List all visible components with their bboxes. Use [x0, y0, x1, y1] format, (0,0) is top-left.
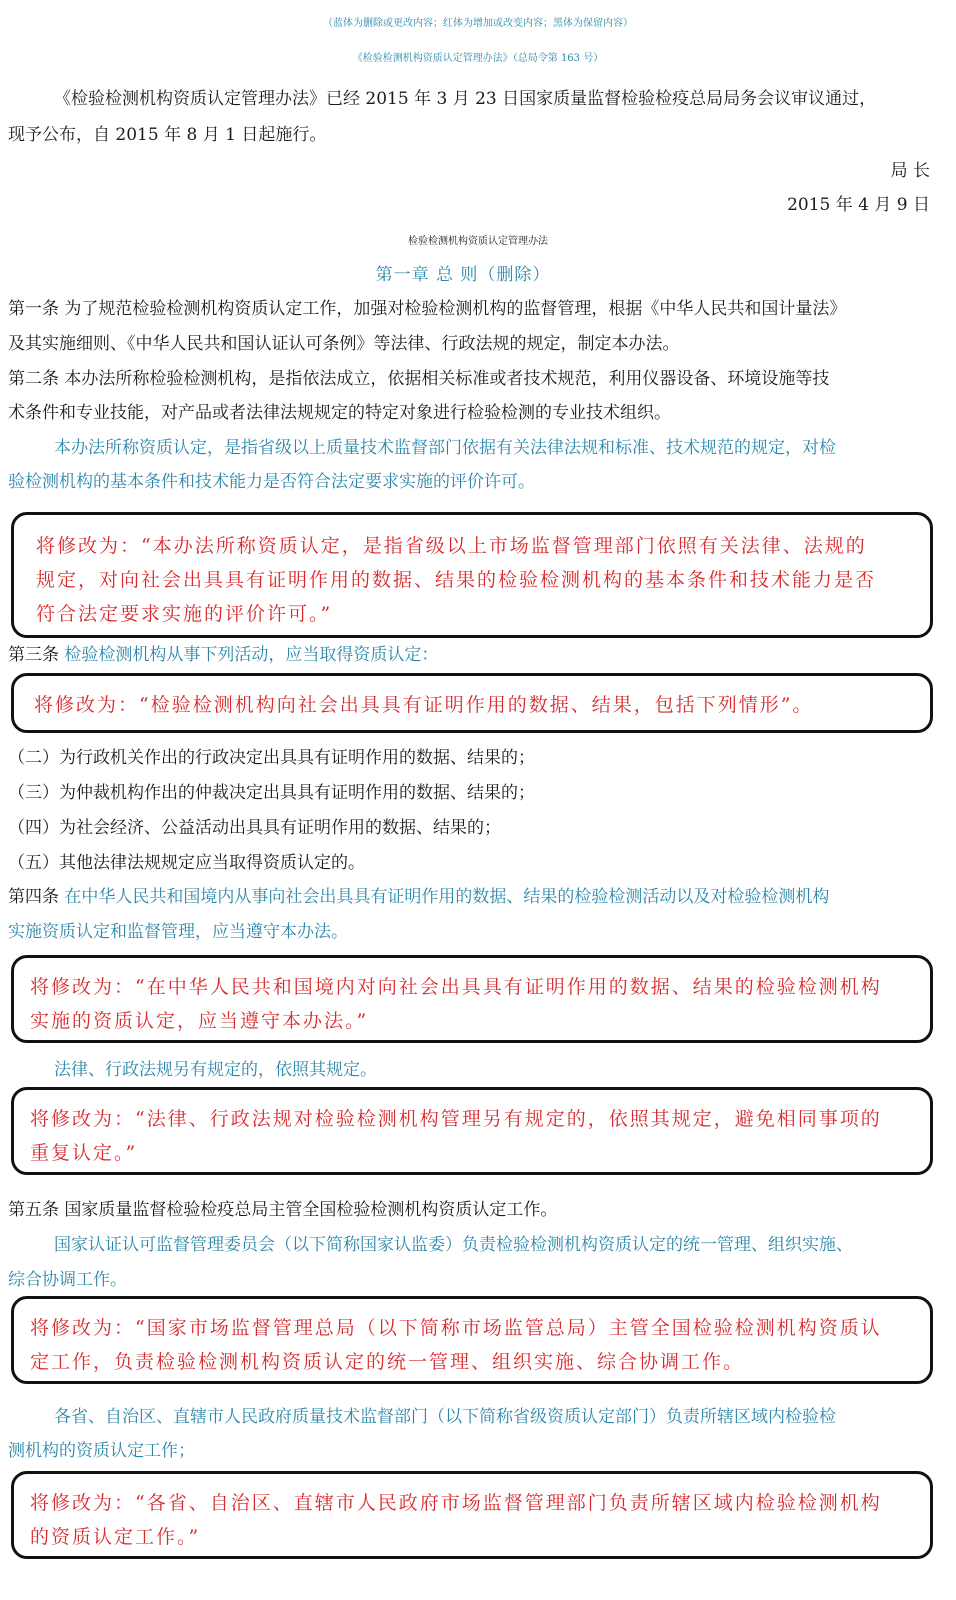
article-5-deleted-2: 综合协调工作。 [8, 1270, 127, 1290]
article-1-line-1 [8, 292, 846, 327]
article-5-deleted-4: 测机构的资质认定工作； [8, 1441, 195, 1461]
article-3-label: 第三条 [8, 645, 59, 665]
article-3-item-3: （三）为仲裁机构作出的仲裁决定出具具有证明作用的数据、结果的； [8, 783, 535, 803]
amendment-line: 将修改为：“在中华人民共和国境内对向社会出具具有证明作用的数据、结果的检验检测机构 [30, 976, 882, 998]
article-5-deleted-1: 国家认证认可监督管理委员会（以下简称国家认监委）负责检验检测机构资质认定的统一管理、组织实施、 [54, 1235, 853, 1255]
amendment-line: 将修改为：“法律、行政法规对检验检测机构管理另有规定的，依照其规定，避免相同事项的 [30, 1108, 882, 1130]
article-3-item-4: （四）为社会经济、公益活动出具具有证明作用的数据、结果的； [8, 818, 501, 838]
article-4-deleted-3: 法律、行政法规另有规定的，依照其规定。 [54, 1060, 377, 1080]
article-4-line-1 [8, 880, 829, 915]
article-2-amendment-box [11, 512, 933, 638]
article-5-label: 第五条 [8, 1200, 59, 1220]
amendment-line: 规定，对向社会出具具有证明作用的数据、结果的检验检测机构的基本条件和技术能力是否 [36, 569, 877, 591]
article-4-deleted-2: 实施资质认定和监督管理，应当遵守本办法。 [8, 922, 348, 942]
article-2-line-2: 术条件和专业技能，对产品或者法律法规规定的特定对象进行检验检测的专业技术组织。 [8, 403, 671, 423]
article-2-deleted-1: 本办法所称资质认定，是指省级以上质量技术监督部门依据有关法律法规和标准、技术规范的规定，对检 [54, 438, 836, 458]
amendment-line: 符合法定要求实施的评价许可。” [36, 603, 333, 625]
article-3-amendment-box [11, 673, 933, 733]
doc-title: 检验检测机构资质认定管理办法 [408, 236, 548, 247]
amendment-line: 将修改为：“本办法所称资质认定，是指省级以上市场监督管理部门依照有关法律、法规的 [36, 535, 867, 557]
article-2-text-1: 本办法所称检验检测机构，是指依法成立，依据相关标准或者技术规范，利用仪器设备、环境设施等技 [64, 369, 830, 389]
amendment-line: 的资质认定工作。” [30, 1526, 201, 1548]
article-4-label: 第四条 [8, 887, 59, 907]
article-5-amendment-box-1 [11, 1296, 933, 1384]
article-5-line-1 [8, 1193, 557, 1228]
amendment-line: 实施的资质认定，应当遵守本办法。” [30, 1010, 369, 1032]
amendment-line: 重复认定。” [30, 1142, 138, 1164]
chapter-1-heading: 第一章 总 则（删除） [375, 265, 551, 285]
article-4-amendment-box-2 [11, 1087, 933, 1175]
article-3-item-2: （二）为行政机关作出的行政决定出具具有证明作用的数据、结果的； [8, 748, 535, 768]
article-3-item-5: （五）其他法律法规规定应当取得资质认定的。 [8, 853, 365, 873]
article-3-line-1 [8, 638, 438, 673]
signer: 局 长 [890, 161, 930, 181]
amendment-line: 定工作，负责检验检测机构资质认定的统一管理、组织实施、综合协调工作。 [30, 1351, 745, 1373]
article-1-line-2: 及其实施细则、《中华人民共和国认证认可条例》等法律、行政法规的规定，制定本办法。 [8, 334, 680, 354]
amendment-line: 将修改为：“各省、自治区、直辖市人民政府市场监督管理部门负责所辖区域内检验检测机构 [30, 1492, 882, 1514]
article-1-label: 第一条 [8, 299, 59, 319]
article-1-text-1: 为了规范检验检测机构资质认定工作，加强对检验检测机构的监督管理，根据《中华人民共和国计量法》 [64, 299, 847, 319]
publish-date: 2015 年 4 月 9 日 [787, 195, 930, 215]
article-2-line-1 [8, 362, 829, 397]
article-2-label: 第二条 [8, 369, 59, 389]
article-5-amendment-box-2 [11, 1471, 933, 1559]
article-3-deleted: 检验检测机构从事下列活动，应当取得资质认定： [64, 645, 439, 665]
amendment-line: 将修改为：“国家市场监督管理总局（以下简称市场监管总局）主管全国检验检测机构资质认 [30, 1317, 882, 1339]
document-heading: 《检验检测机构资质认定管理办法》（总局令第 163 号） [352, 53, 604, 64]
article-4-amendment-box-1 [11, 955, 933, 1043]
article-2-deleted-2: 验检测机构的基本条件和技术能力是否符合法定要求实施的评价许可。 [8, 472, 535, 492]
article-5-deleted-3: 各省、自治区、直辖市人民政府质量技术监督部门（以下简称省级资质认定部门）负责所辖区域内检验检 [54, 1407, 836, 1427]
intro-line-2: 现予公布，自 2015 年 8 月 1 日起施行。 [8, 125, 327, 145]
intro-line-1: 《检验检测机构资质认定管理办法》已经 2015 年 3 月 23 日国家质量监督检验检疫总局局务会议审议通过， [54, 89, 877, 109]
legend-line: （蓝体为删除或更改内容；红体为增加或改变内容；黑体为保留内容） [323, 18, 633, 29]
article-4-deleted-1: 在中华人民共和国境内从事向社会出具具有证明作用的数据、结果的检验检测活动以及对检验检测机构 [64, 887, 830, 907]
amendment-line: 将修改为：“检验检测机构向社会出具具有证明作用的数据、结果，包括下列情形”。 [34, 694, 814, 716]
article-5-text: 国家质量监督检验检疫总局主管全国检验检测机构资质认定工作。 [64, 1200, 558, 1220]
